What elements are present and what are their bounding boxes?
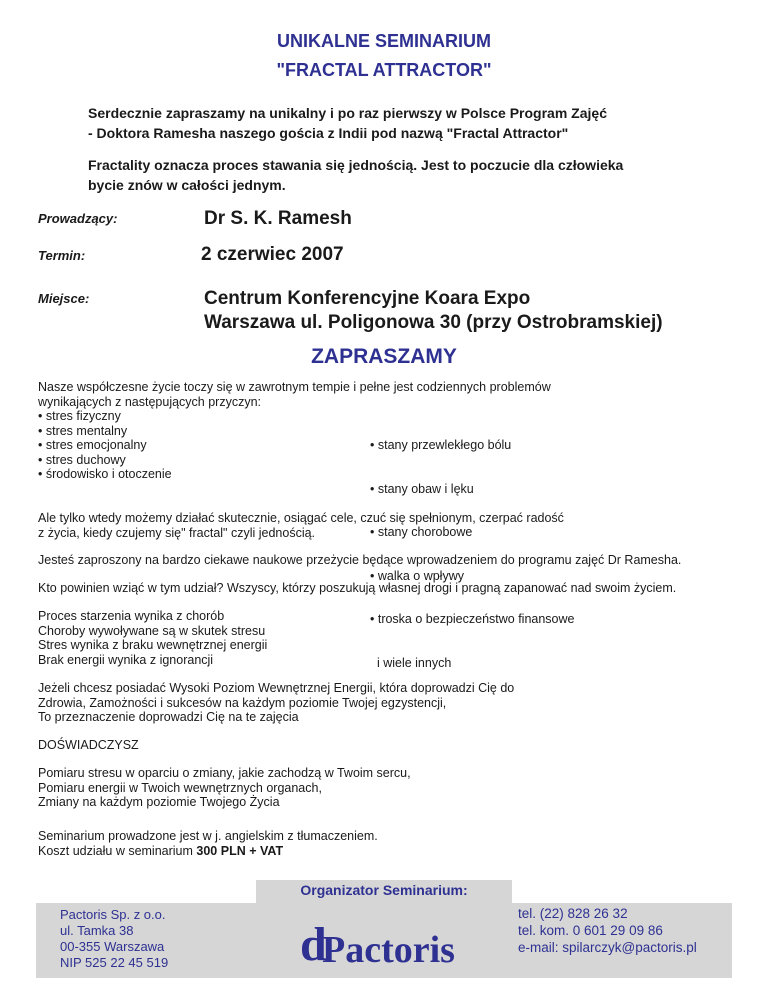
aging-list (38, 609, 738, 667)
list-item: Jeżeli chcesz posiadać Wysoki Poziom Wewnętrznej Energii, która doprowadzi Cię do (38, 681, 515, 695)
list-item: Proces starzenia wynika z chorób (38, 609, 225, 623)
cost-prefix: Koszt udziału w seminarium (38, 844, 197, 858)
list-item: Choroby wywoływane są w skutek stresu (38, 623, 266, 638)
causes-intro (38, 380, 738, 409)
list-item: • troska o bezpieczeństwo finansowe (370, 612, 575, 626)
intro-p1-line1: Serdecznie zapraszamy na unikalny i po raz pierwszy w Polsce Program Zajęć (88, 105, 607, 121)
causes-left-list (38, 409, 172, 482)
cost-value: 300 PLN + VAT (196, 844, 284, 858)
organizer-label: Organizator Seminarium: (300, 882, 468, 898)
organizer-address (60, 907, 168, 971)
list-item: To przeznaczenie doprowadzi Cię na te zajęcia (38, 710, 299, 724)
intro-p2-line1: Fractality oznacza proces stawania się jednością. Jest to poczucie dla człowieka (88, 157, 624, 173)
causes-intro-line2: wynikających z następujących przyczyn: (38, 394, 262, 409)
place-label: Miejsce: (38, 291, 90, 306)
list-item: • stany obaw i lęku (370, 481, 474, 496)
language-note: Seminarium prowadzone jest w j. angielskim z tłumaczeniem. (38, 829, 378, 843)
intro-paragraph-2 (88, 155, 688, 195)
pactoris-logo (300, 916, 455, 971)
paragraph-invitation: Jesteś zaproszony na bardzo ciekawe naukowe przeżycie będące wprowadzeniem do programu zajęć Dr Ramesha. (38, 553, 682, 567)
logo-text: Pactoris (322, 929, 455, 971)
list-item: Stres wynika z braku wewnętrznej energii (38, 638, 268, 652)
host-label: Prowadzący: (38, 211, 118, 226)
list-item: Zdrowia, Zamożności i sukcesów na każdym poziomie Twojej egzystencji, (38, 695, 447, 710)
paragraph-fractal-line2: z życia, kiedy czujemy się" fractal" czyli jednością. (38, 525, 316, 540)
address-line: 00-355 Warszawa (60, 939, 165, 954)
list-item: • stres fizyczny (38, 409, 121, 423)
place-line1: Centrum Konferencyjne Koara Expo (204, 288, 531, 309)
causes-intro-line1: Nasze współczesne życie toczy się w zawrotnym tempie i pełne jest codziennych problemów (38, 380, 551, 394)
list-item: Pomiaru stresu w oparciu o zmiany, jakie zachodzą w Twoim sercu, (38, 766, 411, 780)
pactoris-logo-icon (300, 916, 455, 971)
paragraph-fractal-line1: Ale tylko wtedy możemy działać skutecznie, osiągać cele, czuć się spełnionym, czerpać radość (38, 511, 564, 525)
list-item: Zmiany na każdym poziomie Twojego Życia (38, 795, 280, 809)
list-item: • środowisko i otoczenie (38, 467, 172, 481)
paragraph-who: Kto powinien wziąć w tym udział? Wszyscy, którzy poszukują własnej drogi i pragną zapanować nad swoim życiem. (38, 581, 677, 595)
list-item: Pomiaru energii w Twoich wewnętrznych organach, (38, 780, 322, 795)
address-line: ul. Tamka 38 (60, 923, 134, 938)
logo-d-glyph: d (300, 918, 327, 971)
seminar-title-line1: UNIKALNE SEMINARIUM (277, 31, 491, 51)
email-link[interactable]: e-mail: spilarczyk@pactoris.pl (518, 940, 697, 955)
phone: tel. (22) 828 26 32 (518, 906, 628, 921)
goal-paragraph (38, 681, 738, 725)
list-item: • stres mentalny (38, 423, 128, 438)
paragraph-fractal (38, 511, 738, 540)
list-item: i wiele innych (370, 655, 452, 670)
experience-heading: DOŚWIADCZYSZ (38, 738, 139, 752)
list-item: • stres duchowy (38, 452, 126, 467)
cost-line (38, 844, 738, 859)
place-value (204, 287, 663, 335)
list-item: • walka o wpływy (370, 568, 464, 583)
list-item: • stany chorobowe (370, 525, 473, 539)
intro-paragraph-1 (88, 103, 688, 143)
intro-p2-line2: bycie znów w całości jednym. (88, 177, 286, 193)
list-item: • stres emocjonalny (38, 438, 147, 452)
place-line2: Warszawa ul. Poligonowa 30 (przy Ostrobramskiej) (204, 312, 663, 333)
address-line: NIP 525 22 45 519 (60, 955, 169, 970)
intro-p1-line2: - Doktora Ramesha naszego gościa z Indii pod nazwą "Fractal Attractor" (88, 125, 569, 141)
contact-info (518, 905, 697, 956)
host-value: Dr S. K. Ramesh (204, 208, 352, 229)
date-value: 2 czerwiec 2007 (201, 244, 344, 265)
mobile-phone: tel. kom. 0 601 29 09 86 (518, 923, 663, 938)
seminar-title-line2: "FRACTAL ATTRACTOR" (276, 60, 492, 80)
list-item: • stany przewlekłego bólu (370, 438, 512, 452)
list-item: Brak energii wynika z ignorancji (38, 652, 214, 667)
experience-list (38, 766, 738, 810)
address-line: Pactoris Sp. z o.o. (60, 907, 166, 922)
date-label: Termin: (38, 248, 86, 263)
invite-heading: ZAPRASZAMY (311, 345, 457, 368)
